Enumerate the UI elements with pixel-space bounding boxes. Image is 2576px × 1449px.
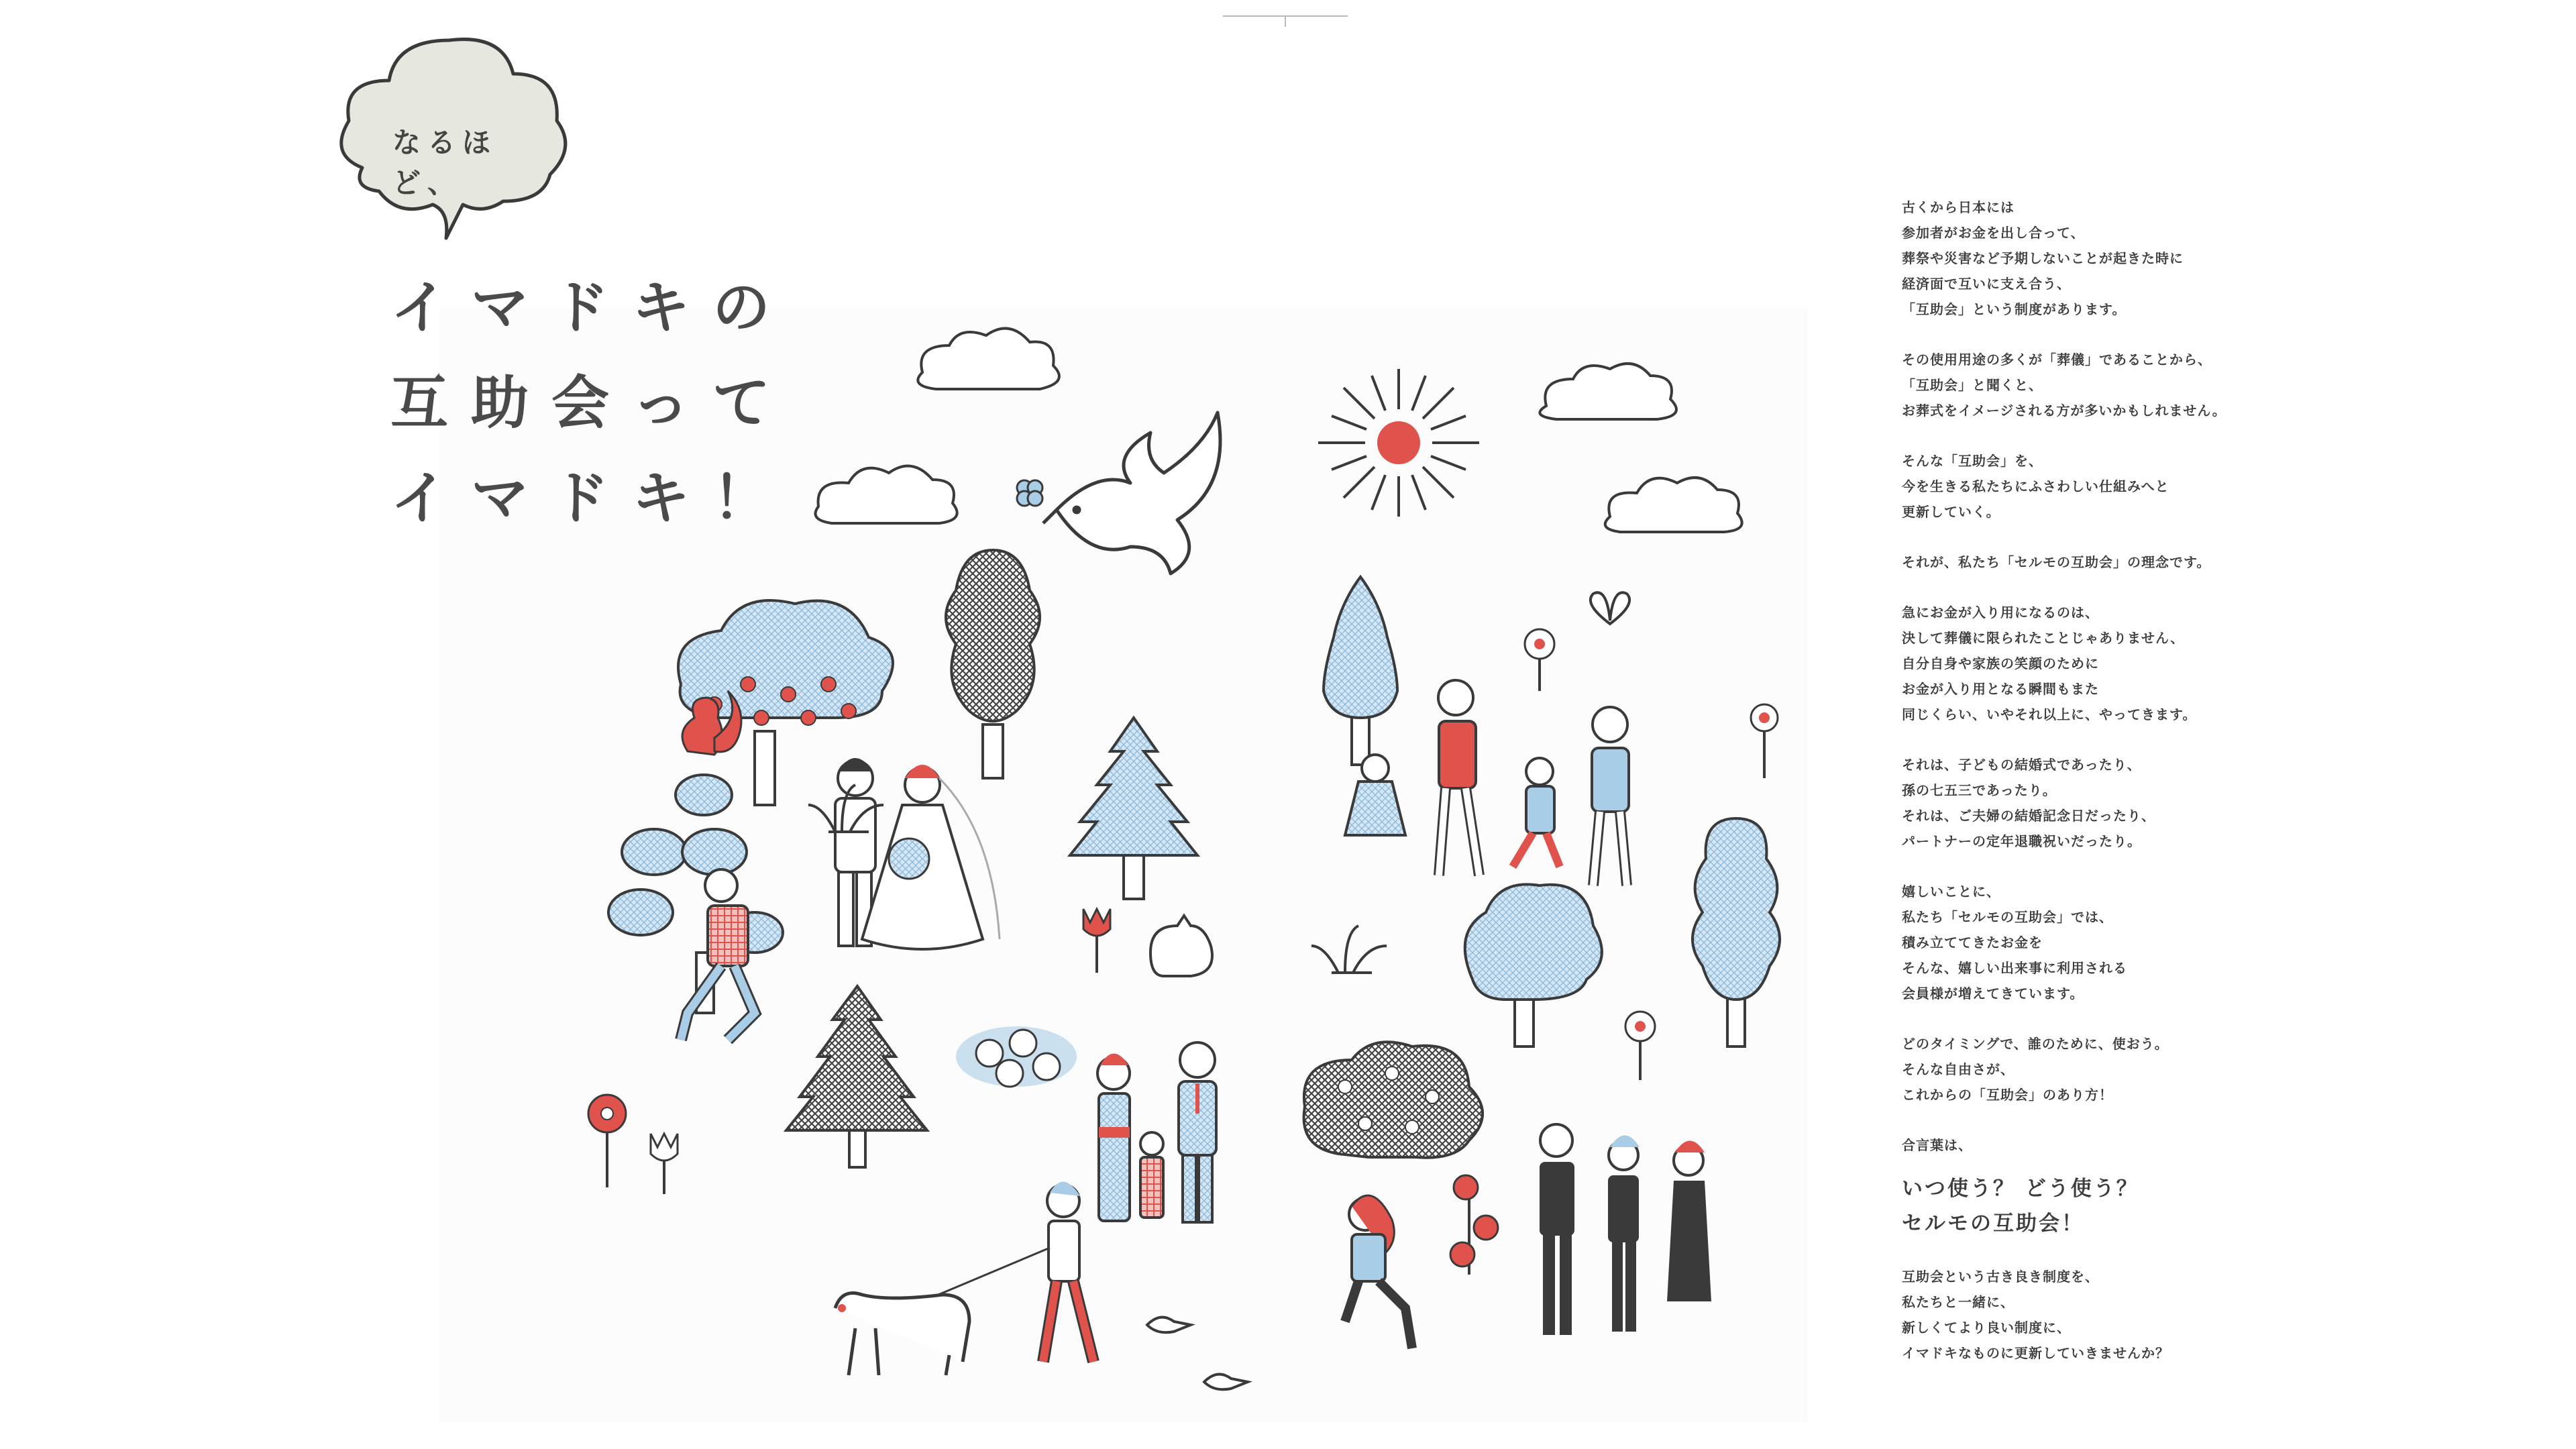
- person-icon: [1097, 1054, 1130, 1222]
- slogan-callout: いつ使う？ どう使う？ セルモの互助会！: [1902, 1177, 2139, 1236]
- body-paragraph: 嬉しいことに、 私たち「セルモの互助会」では、 積み立ててきたお金を そんな、嬉しい出来事に利用される 会員様が増えてきています。: [1902, 883, 2127, 1002]
- slogan-lead-in: 合言葉は、: [1902, 1137, 1972, 1153]
- person-icon: [1438, 680, 1479, 875]
- flower-icon: [1017, 480, 1042, 506]
- cloud-icon: [1540, 364, 1676, 419]
- person-icon: [1540, 1124, 1574, 1335]
- cloud-icon: [918, 329, 1059, 389]
- bush-icon: [1304, 1042, 1483, 1157]
- tree-icon: [946, 550, 1040, 778]
- closing-paragraph: 互助会という古き良き制度を、 私たちと一緒に、 新しくてより良い制度に、 イマドキなものに更新していきませんか？: [1902, 1269, 2169, 1361]
- tree-icon: [1693, 818, 1780, 1046]
- tree-icon: [1324, 577, 1397, 765]
- cloud-icon: [1605, 478, 1742, 532]
- tree-icon: [608, 775, 783, 1013]
- body-paragraph: 古くから日本には 参加者がお金を出し合って、 葬祭や災害など予期しないことが起きた時に 経済面で互いに支え合う、 「互助会」という制度があります。: [1902, 199, 2184, 317]
- dog-icon: [835, 1293, 969, 1376]
- body-paragraph: それは、子どもの結婚式であったり、 孫の七五三であったり。 それは、ご夫婦の結婚記念日だったり、 パートナーの定年退職祝いだったり。: [1902, 757, 2155, 849]
- body-paragraph: その使用用途の多くが「葬儀」であることから、 「互助会」と聞くと、 お葬式をイメージされる方が多いかもしれません。: [1902, 352, 2226, 419]
- body-paragraph: そんな「互助会」を、 今を生きる私たちにふさわしい仕組みへと 更新していく。: [1902, 453, 2169, 520]
- tree-icon: [1465, 884, 1602, 1046]
- flower-icon: [1083, 909, 1110, 973]
- flower-icon: [1625, 1012, 1655, 1080]
- bird-icon: [1147, 1318, 1248, 1390]
- flower-icon: [956, 1026, 1077, 1087]
- tree-icon: [786, 986, 927, 1167]
- flower-icon: [588, 1095, 626, 1187]
- body-paragraph: 急にお金が入り用になるのは、 決して葬儀に限られたことじゃありません、 自分自身や家族の笑顔のために お金が入り用となる瞬間もまた 同じくらい、いやそれ以上に、やってきます。: [1902, 604, 2197, 722]
- person-icon: [1608, 1136, 1640, 1332]
- speech-bubble-text: なるほど、: [392, 126, 498, 199]
- flower-icon: [651, 1134, 678, 1194]
- body-copy: [1902, 195, 2452, 1391]
- sun-icon: [1318, 369, 1479, 517]
- headline-line: 互助会って: [390, 370, 793, 437]
- headline-line: イマドキ！: [390, 465, 793, 532]
- body-paragraph: どのタイミングで、誰のために、使おう。 そんな自由さが、 これからの「互助会」のあり方！: [1902, 1036, 2169, 1103]
- person-icon: [681, 869, 755, 1040]
- cat-icon: [1150, 916, 1212, 976]
- bird-icon: [1043, 413, 1220, 574]
- flower-icon: [1525, 629, 1554, 691]
- person-icon: [1345, 1195, 1412, 1348]
- headline-line: イマドキの: [390, 274, 793, 341]
- flower-icon: [1751, 704, 1778, 778]
- person-icon: [1667, 1141, 1711, 1302]
- tree-icon: [1070, 718, 1197, 899]
- person-icon: [1345, 755, 1405, 835]
- person-icon: [862, 765, 1000, 949]
- person-icon: [1592, 707, 1629, 885]
- headline: [390, 260, 793, 546]
- person-icon: [1179, 1042, 1216, 1222]
- person-icon: [1140, 1132, 1163, 1218]
- cloud-icon: [816, 466, 957, 523]
- flower-icon: [1450, 1175, 1498, 1275]
- top-divider: [1223, 13, 1348, 30]
- person-icon: [1513, 758, 1560, 867]
- body-paragraph: それが、私たち「セルモの互助会」の理念です。: [1902, 554, 2211, 570]
- butterfly-icon: [1591, 592, 1629, 624]
